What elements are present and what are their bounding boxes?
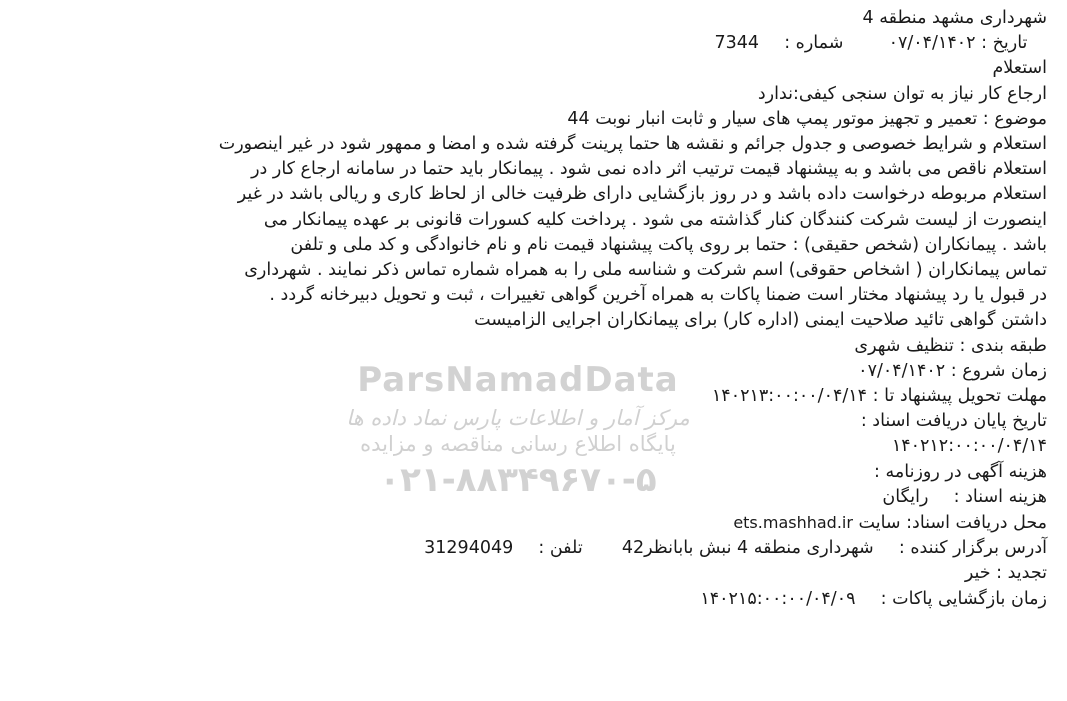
renewal: تجدید : خیر bbox=[964, 563, 1047, 584]
opening-value: ۱۴۰۲۱۵:۰۰:۰۰/۰۴/۰۹ bbox=[700, 588, 856, 609]
date-number-row bbox=[20, 31, 1047, 56]
deadline-label: مهلت تحویل پیشنهاد تا : bbox=[872, 386, 1047, 407]
doc-place-label: محل دریافت اسناد: سایت bbox=[858, 513, 1047, 534]
deadline-value: ۱۴۰۲۱۳:۰۰:۰۰/۰۴/۱۴ bbox=[711, 386, 868, 407]
doc-end-label: تاریخ پایان دریافت اسناد : bbox=[860, 411, 1047, 432]
date-label: تاریخ : bbox=[981, 33, 1028, 54]
phone-label: تلفن : bbox=[538, 538, 583, 559]
address-value: شهرداری منطقه 4 نبش بابانظر42 bbox=[621, 538, 874, 559]
doc-fee-row bbox=[20, 485, 1047, 510]
opening-label: زمان بازگشایی پاکات : bbox=[880, 588, 1047, 609]
organization-title: شهرداری مشهد منطقه 4 bbox=[862, 8, 1047, 28]
conditions-line: استعلام و شرایط خصوصی و جدول جرائم و نقشه ها حتما پرینت گرفته شده و امضا و ممهور شود در غیر اینصورت bbox=[218, 134, 1047, 155]
conditions-line: داشتن گواهی تائید صلاحیت ایمنی (اداره کار) برای پیمانکاران اجرایی الزامیست bbox=[474, 310, 1047, 331]
watermark-line-2: پایگاه اطلاع رسانی مناقصه و مزایده bbox=[360, 432, 676, 456]
deadline-row bbox=[20, 384, 1047, 409]
quality-check: ارجاع کار نیاز به توان سنجی کیفی:ندارد bbox=[757, 83, 1047, 104]
doc-place-row bbox=[20, 510, 1047, 536]
subject: موضوع : تعمیر و تجهیز موتور پمپ های سیار و ثابت انبار نوبت 44 bbox=[567, 108, 1047, 129]
conditions-line: اینصورت از لیست شرکت کنندگان کنار گذاشته می شود . پرداخت کلیه کسورات قانونی بر عهده پیمانکار می bbox=[263, 209, 1047, 230]
doc-fee-value: رایگان bbox=[882, 486, 929, 507]
phone-value: 31294049 bbox=[424, 538, 514, 559]
conditions-line: در قبول یا رد پیشنهاد مختار است ضمنا پاکات به همراه آخرین گواهی تغییرات ، ثبت و تحویل دبیرخانه گردد . bbox=[269, 285, 1047, 306]
document-type: استعلام bbox=[992, 58, 1047, 79]
category: طبقه بندی : تنظیف شهری bbox=[854, 335, 1047, 356]
conditions-line: تماس پیمانکاران ( اشخاص حقوقی) اسم شرکت و شناسه ملی را به همراه شماره تماس ذکر نمایند . شهرداری bbox=[244, 260, 1047, 281]
doc-fee-label: هزینه اسناد : bbox=[953, 486, 1047, 507]
newspaper-fee: هزینه آگهی در روزنامه : bbox=[874, 461, 1047, 482]
opening-row bbox=[20, 587, 1047, 612]
start-time-row bbox=[20, 359, 1047, 384]
number-label: شماره : bbox=[784, 33, 844, 54]
conditions-paragraph bbox=[20, 132, 1047, 334]
watermark-line-1: مرکز آمار و اطلاعات پارس نماد داده ها bbox=[346, 406, 690, 430]
date-value: ۰۷/۰۴/۱۴۰۲ bbox=[888, 33, 976, 54]
watermark-phone: ۰۲۱-۸۸۳۴۹۶۷۰-۵ bbox=[379, 460, 657, 500]
conditions-line: باشد . پیمانکاران (شخص حقیقی) : حتما بر روی پاکت پیشنهاد قیمت نام و نام خانوادگی و کد ملی و تلفن bbox=[290, 234, 1047, 255]
doc-end-value: ۱۴۰۲۱۲:۰۰:۰۰/۰۴/۱۴ bbox=[891, 436, 1047, 457]
address-label: آدرس برگزار کننده : bbox=[898, 538, 1047, 559]
start-time-value: ۰۷/۰۴/۱۴۰۲ bbox=[858, 360, 946, 381]
address-row bbox=[20, 536, 1047, 561]
conditions-line: استعلام ناقص می باشد و به پیشنهاد قیمت ترتیب اثر داده نمی شود . پیمانکار باید حتما در سامانه ارجاع کار در bbox=[251, 159, 1047, 180]
conditions-line: استعلام مربوطه درخواست داده باشد و در روز بازگشایی دارای ظرفیت خالی از لحاظ کاری و ریالی باشد در غیر bbox=[237, 184, 1047, 205]
number-value: 7344 bbox=[714, 33, 760, 54]
doc-place-link[interactable]: ets.mashhad.ir bbox=[733, 513, 853, 533]
start-time-label: زمان شروع : bbox=[950, 360, 1047, 381]
watermark-brand: ParsNamadData bbox=[357, 360, 679, 400]
